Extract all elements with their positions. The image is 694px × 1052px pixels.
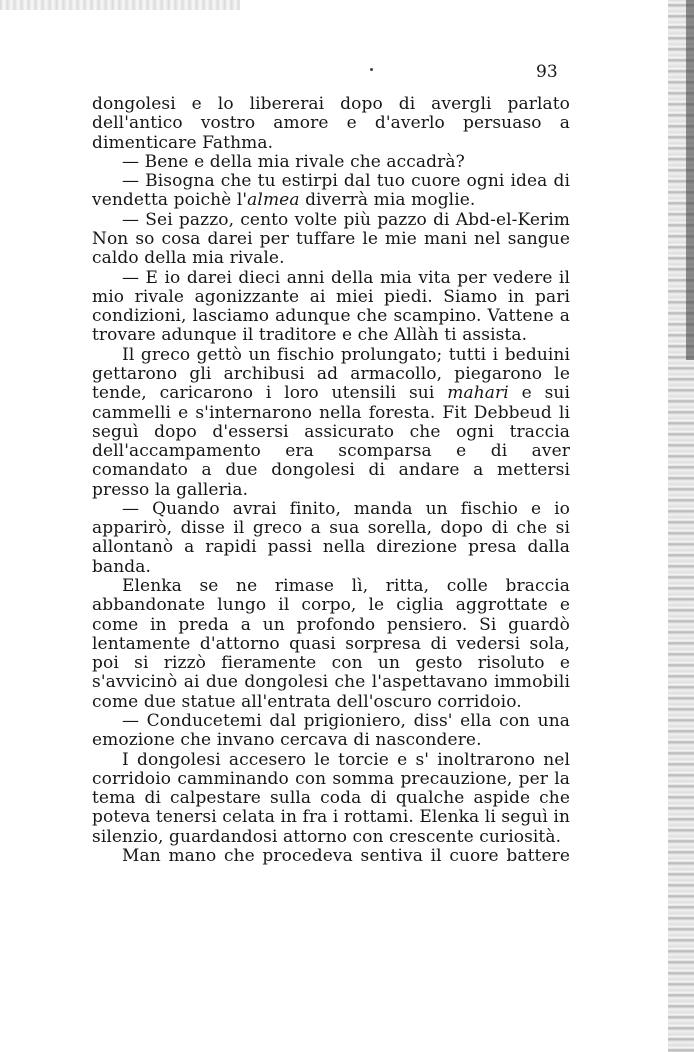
body-text — [92, 95, 570, 866]
paragraph-6-italic: mahari — [447, 383, 509, 404]
paragraph-7: — Quando avrai finito, manda un fischio e io apparirò, disse il greco a sua sorella, dopo di che si allontanò a rapidi passi nella direzione presa dalla banda. — [92, 498, 570, 577]
paragraph-6-before: Il greco gettò un fischio prolungato; tutti i beduini gettarono gli archibusi ad armacollo, piegarono le tende, caricarono i loro utensili sui — [92, 344, 570, 404]
paragraph-6-after: e sui cammelli e s'internarono nella foresta. Fit Debbeud li seguì dopo d'essersi assicurato che ogni traccia dell'accampamento era scomparsa e di aver comandato a due dongolesi di andare a mettersi presso la galleria. — [92, 383, 570, 500]
paragraph-3-italic: almea — [247, 190, 300, 211]
paragraph-6 — [92, 346, 570, 500]
page-edge-top — [0, 0, 240, 10]
page-edge-shadow — [686, 0, 694, 360]
paragraph-1: dongolesi e lo libererai dopo di avergli parlato dell'antico vostro amore e d'averlo persuaso a dimenticare Fathma. — [92, 94, 570, 153]
paragraph-4: — Sei pazzo, cento volte più pazzo di Abd-el-Kerim Non so cosa darei per tuffare le mie mani nel sangue caldo della mia rivale. — [92, 209, 570, 269]
paragraph-3-before: — Bisogna che tu estirpi dal tuo cuore ogni idea di vendetta poichè l' — [92, 171, 570, 211]
paragraph-10: I dongolesi accesero le torcie e s' inoltrarono nel corridoio camminando con somma precauzione, per la tema di calpestare sulla coda di qualche aspide che poteva tenersi celata in fra i rottami. Elenka li seguì in silenzio, guardandosi attorno con crescente curiosità. — [92, 749, 570, 847]
paragraph-8: Elenka se ne rimase lì, ritta, colle braccia abbandonate lungo il corpo, le ciglia aggrottate e come in preda a un profondo pensiero. Si guardò lentamente d'attorno quasi sorpresa di vedersi sola, poi si rizzò fieramente con un gesto risoluto e s'avvicinò ai due dongolesi che l'aspettavano immobili come due statue all'entrata dell'oscuro corridoio. — [92, 576, 570, 712]
paragraph-2: — Bene e della mia rivale che accadrà? — [122, 151, 465, 172]
paragraph-11: Man mano che procedeva sentiva il cuore battere — [122, 845, 570, 866]
ink-speck — [370, 68, 373, 71]
paragraph-5: — E io darei dieci anni della mia vita per vedere il mio rivale agonizzante ai miei piedi. Siamo in pari condizioni, lasciamo adunque che scampino. Vattene a trovare adunque il traditore e che Allàh ti assista. — [92, 267, 570, 346]
page-number: 93 — [536, 62, 558, 82]
paragraph-9: — Conducetemi dal prigioniero, diss' ella con una emozione che invano cercava di nascondere. — [92, 711, 570, 751]
paragraph-3 — [92, 172, 570, 211]
paragraph-3-after: diverrà mia moglie. — [299, 190, 476, 211]
